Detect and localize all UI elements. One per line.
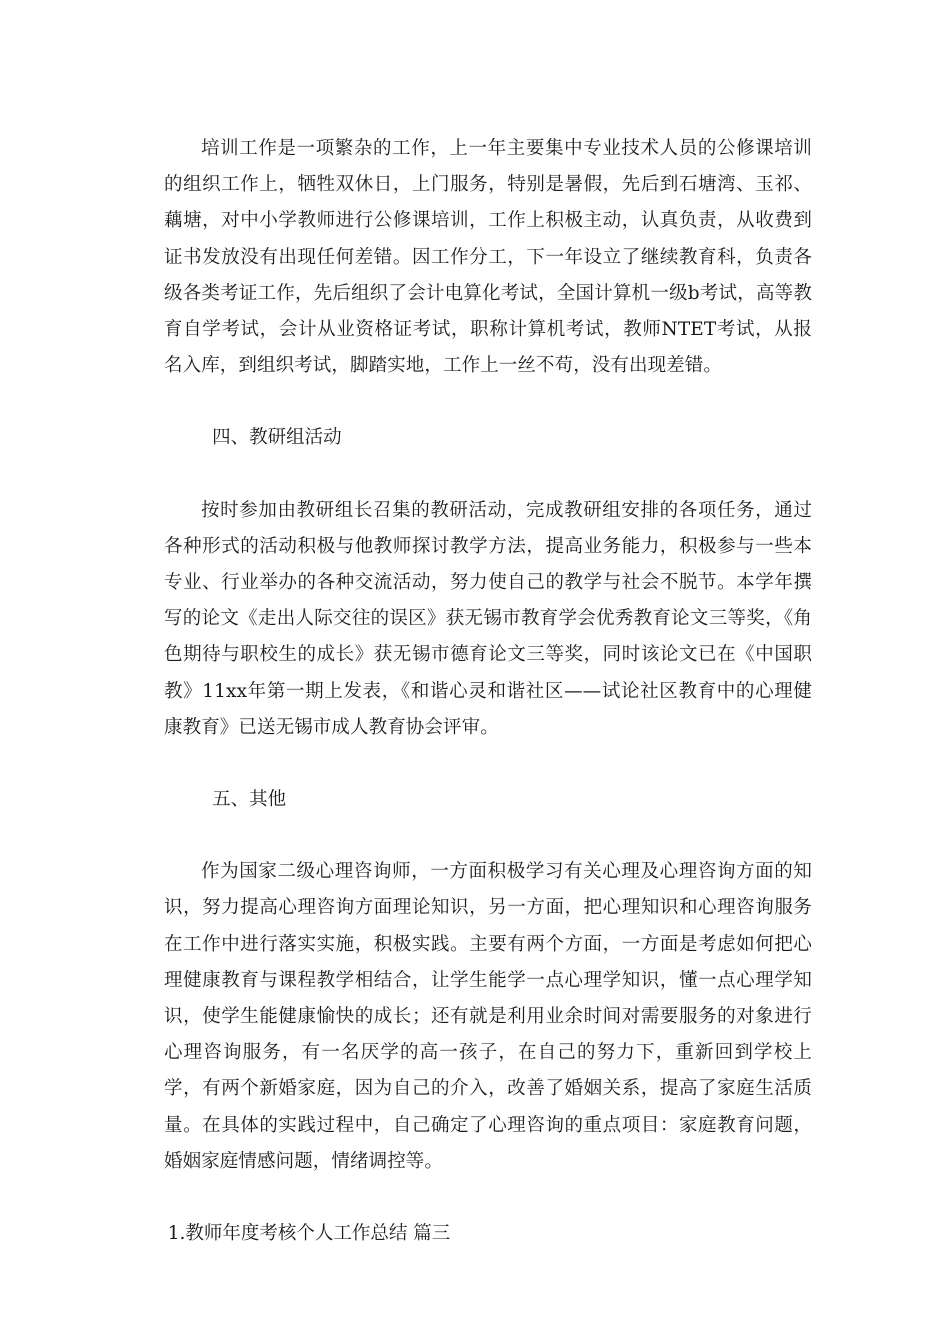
paragraph-gap bbox=[164, 384, 812, 420]
next-article-title: 1.教师年度考核个人工作总结 篇三 bbox=[167, 1223, 451, 1245]
paragraph-gap bbox=[164, 818, 812, 854]
paragraph-psychology-counseling: 作为国家二级心理咨询师，一方面积极学习有关心理及心理咨询方面的知识，努力提高心理咨询方面理论知识，另一方面，把心理知识和心理咨询服务在工作中进行落实实施，积极实践。主要有两个方面，一方面是考虑如何把心理健康教育与课程教学相结合，让学生能学一点心理学知识，懂一点心理学知识，使学生能健康愉快的成长；还有就是利用业余时间对需要服务的对象进行心理咨询服务，有一名厌学的高一孩子，在自己的努力下，重新回到学校上学，有两个新婚家庭，因为自己的介入，改善了婚姻关系，提高了家庭生活质量。在具体的实践过程中，自己确定了心理咨询的重点项目：家庭教育问题，婚姻家庭情感问题，情绪调控等。 bbox=[164, 861, 812, 1172]
document-body bbox=[164, 131, 812, 1252]
paragraph-gap bbox=[164, 1180, 812, 1216]
section-heading-teaching-research: 四、教研组活动 bbox=[212, 427, 342, 449]
paragraph-gap bbox=[164, 457, 812, 493]
paragraph-teaching-research: 按时参加由教研组长召集的教研活动，完成教研组安排的各项任务，通过各种形式的活动积极与他教师探讨教学方法，提高业务能力，积极参与一些本专业、行业举办的各种交流活动，努力使自己的教学与社会不脱节。本学年撰写的论文《走出人际交往的误区》获无锡市教育学会优秀教育论文三等奖，《角色期待与职校生的成长》获无锡市德育论文三等奖，同时该论文已在《中国职教》11xx年第一期上发表，《和谐心灵和谐社区——试论社区教育中的心理健康教育》已送无锡市成人教育协会评审。 bbox=[164, 499, 812, 738]
paragraph-training-work: 培训工作是一项繁杂的工作，上一年主要集中专业技术人员的公修课培训的组织工作上，牺牲双休日，上门服务，特别是暑假，先后到石塘湾、玉祁、藕塘，对中小学教师进行公修课培训，工作上积极主动，认真负责，从收费到证书发放没有出现任何差错。因工作分工，下一年设立了继续教育科，负责各级各类考证工作，先后组织了会计电算化考试，全国计算机一级b考试，高等教育自学考试，会计从业资格证考试，职称计算机考试，教师NTET考试，从报名入库，到组织考试，脚踏实地，工作上一丝不苟，没有出现差错。 bbox=[164, 138, 812, 377]
section-heading-other: 五、其他 bbox=[212, 789, 287, 811]
paragraph-gap bbox=[164, 746, 812, 782]
